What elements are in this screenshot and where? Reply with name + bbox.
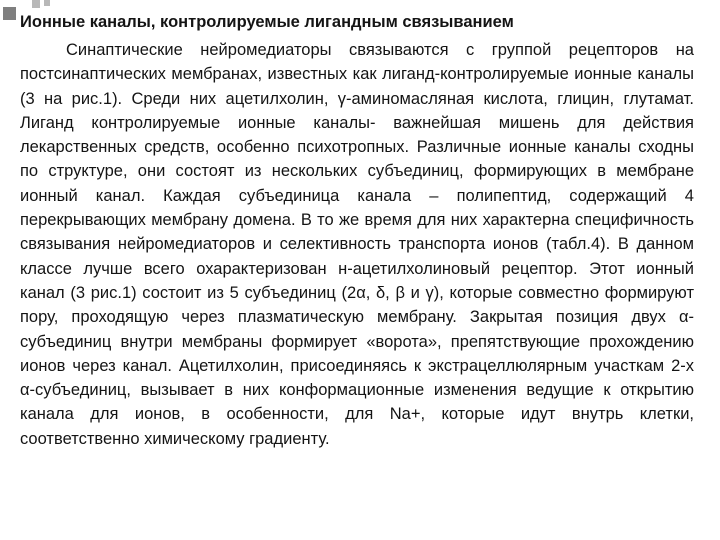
slide-heading: Ионные каналы, контролируемые лигандным связыванием bbox=[20, 13, 514, 31]
bullet-square-icon bbox=[3, 7, 16, 20]
slide-content bbox=[20, 13, 694, 451]
body-paragraph: Синаптические нейромедиаторы связываются с группой рецепторов на постсинаптических мембранах, известных как лиганд-контролируемые ионные каналы (3 на рис.1). Среди них ацетилхолин, γ-аминомасляная кислота, глицин, глутамат. Лиганд контролируемые ионные каналы- важнейшая мишень для действия лекарственных средств, особенно психотропных. Различные ионные каналы сходны по структуре, они состоят из нескольких субъединиц, формирующих в мембране ионный канал. Каждая субъединица канала – полипептид, содержащий 4 перекрывающих мембрану домена. В то же время для них характерна специфичность связывания нейромедиаторов и селективность транспорта ионов (табл.4). В данном классе лучше всего охарактеризован н-ацетилхолиновый рецептор. Этот ионный канал (3 рис.1) состоит из 5 субъединиц (2α, δ, β и γ), которые совместно формируют пору, проходящую через плазматическую мембрану. Закрытая позиция двух α-субъединиц внутри мембраны формирует «ворота», препятствующие прохождению ионов через канал. Ацетилхолин, присоединяясь к экстрацеллюлярным участкам 2-х α-субъединиц, вызывает в них конформационные изменения ведущие к открытию канала для ионов, в особенности, для Na+, которые идут внутрь клетки, соответственно химическому градиенту. bbox=[20, 41, 694, 448]
